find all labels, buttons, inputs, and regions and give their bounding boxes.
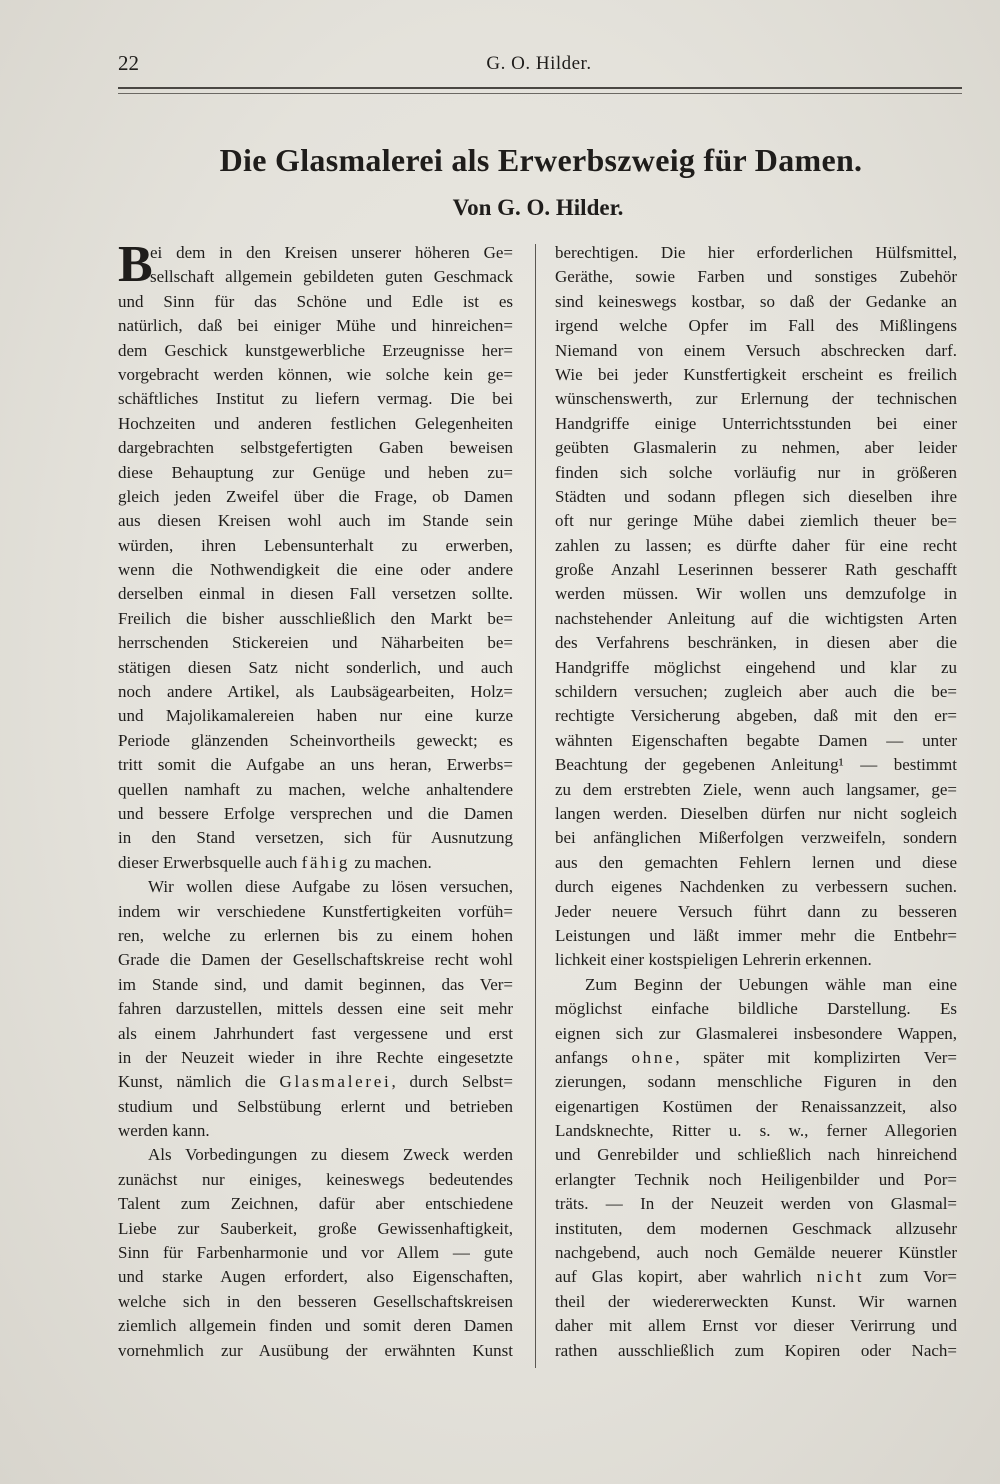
text-line: stätigen diesen Satz nicht sonderlich, und auch bbox=[118, 657, 513, 677]
text-line: wenn die Nothwendigkeit die eine oder andere bbox=[118, 560, 513, 580]
article-byline: Von G. O. Hilder. bbox=[452, 195, 624, 220]
text-line: wähnten Eigenschaften begabte Damen — unter bbox=[555, 730, 957, 750]
text-segment: , später mit komplizirten Ver= bbox=[675, 1047, 957, 1067]
text-line: Sinn für Farbenharmonie und vor Allem — gute bbox=[118, 1243, 513, 1263]
text-line: tritt somit die Aufgabe an uns heran, Erwerbs= bbox=[118, 755, 513, 775]
text-line: eigenartigen Kostümen der Renaissanzzeit, also bbox=[555, 1096, 957, 1116]
text-line bbox=[118, 851, 513, 875]
text-line: sind keineswegs kostbar, so daß der Gedanke an bbox=[555, 291, 957, 311]
text-line: und Genrebilder und schließlich nach hinreichend bbox=[555, 1145, 957, 1165]
text-line: noch andere Artikel, als Laubsägearbeiten, Holz= bbox=[118, 682, 513, 702]
text-line: Geräthe, sowie Farben und sonstiges Zubehör bbox=[555, 267, 957, 287]
column-divider bbox=[535, 244, 536, 1368]
text-line: wünschenswerth, zur Erlernung der technischen bbox=[555, 389, 957, 409]
text-line: indem wir verschiedene Kunstfertigkeiten vorfüh= bbox=[118, 901, 513, 921]
left-column-lines bbox=[118, 236, 513, 1363]
text-line: Liebe zur Sauberkeit, große Gewissenhaftigkeit, bbox=[118, 1218, 513, 1238]
text-line: große Anzahl Leserinnen besserer Rath geschafft bbox=[555, 560, 957, 580]
emphasized-word: fähig bbox=[301, 852, 351, 872]
text-line: zahlen zu lassen; es dürfte daher für eine recht bbox=[555, 535, 957, 555]
text-line: würden, ihren Lebensunterhalt zu erwerben, bbox=[118, 535, 513, 555]
text-line: Wie bei jeder Kunstfertigkeit erscheint es freilich bbox=[555, 364, 957, 384]
emphasized-word: Glasmalerei bbox=[279, 1072, 392, 1092]
text-line: Städten und sodann pflegen sich dieselben ihre bbox=[555, 486, 957, 506]
text-line: Landsknechte, Ritter u. s. w., ferner Allegorien bbox=[555, 1121, 957, 1141]
text-line bbox=[118, 1070, 513, 1094]
text-line: als einem Jahrhundert fast vergessene und erst bbox=[118, 1023, 513, 1043]
text-line: schäftliches Institut zu liefern vermag. Die bei bbox=[118, 389, 513, 409]
right-column bbox=[555, 241, 957, 1363]
text-line: Handgriffe möglichst eingehend und klar zu bbox=[555, 657, 957, 677]
text-line: und Sinn für das Schöne und Edle ist es bbox=[118, 291, 513, 311]
text-line: langen werden. Dieselben dürfen nur nicht sogleich bbox=[555, 803, 957, 823]
text-line: in der Neuzeit wieder in ihre Rechte eingesetzte bbox=[118, 1047, 513, 1067]
text-line: des Verfahrens beschränken, in diesen aber die bbox=[555, 633, 957, 653]
text-segment: zu machen. bbox=[350, 852, 432, 872]
text-line: träts. — In der Neuzeit werden von Glasmal= bbox=[555, 1194, 957, 1214]
page-number: 22 bbox=[118, 51, 139, 75]
text-line: finden sich solche vorläufig nur in größeren bbox=[555, 462, 957, 482]
text-line: Hochzeiten und anderen festlichen Gelegenheiten bbox=[118, 413, 513, 433]
text-line: Als Vorbedingungen zu diesem Zweck werden bbox=[148, 1145, 513, 1165]
text-line: und starke Augen erfordert, also Eigenschaften, bbox=[118, 1267, 513, 1287]
text-line: Niemand von einem Versuch abschrecken darf. bbox=[555, 340, 957, 360]
text-line: quellen namhaft zu machen, welche anhaltendere bbox=[118, 779, 513, 799]
text-segment: , durch Selbst= bbox=[391, 1072, 513, 1092]
text-line: daher mit allem Ernst vor dieser Verirrung und bbox=[555, 1316, 957, 1336]
text-line: gleich jeden Zweifel über die Frage, ob Damen bbox=[118, 486, 513, 506]
text-line: natürlich, daß bei einiger Mühe und hinreichen= bbox=[118, 316, 513, 336]
text-line: vorgebracht werden können, wie solche kein ge= bbox=[118, 364, 513, 384]
text-line: Beachtung der gegebenen Anleitung¹ — bestimmt bbox=[555, 755, 957, 775]
text-segment: Kunst, nämlich die bbox=[118, 1072, 280, 1092]
text-line: dargebrachten selbstgefertigten Gaben beweisen bbox=[118, 438, 513, 458]
text-line: eignen sich zur Glasmalerei insbesondere Wappen, bbox=[555, 1023, 957, 1043]
header-rule bbox=[118, 87, 962, 89]
text-line: diese Behauptung zur Genüge und heben zu= bbox=[118, 462, 513, 482]
text-line: nachgebend, auch noch Gemälde neuerer Künstler bbox=[555, 1243, 957, 1263]
text-line: irgend welche Opfer im Fall des Mißlingens bbox=[555, 316, 957, 336]
text-line: möglichst einfache bildliche Darstellung. Es bbox=[555, 999, 957, 1019]
text-segment: anfangs bbox=[555, 1047, 632, 1067]
text-line: studium und Selbstübung erlernt und betrieben bbox=[118, 1096, 513, 1116]
text-line: herrschenden Stickereien und Näharbeiten be= bbox=[118, 633, 513, 653]
emphasized-word: ohne bbox=[631, 1047, 676, 1067]
text-line: Wir wollen diese Aufgabe zu lösen versuchen, bbox=[148, 877, 513, 897]
drop-cap: B bbox=[118, 236, 153, 293]
text-line: dem Geschick kunstgewerbliche Erzeugnisse her= bbox=[118, 340, 513, 360]
text-line bbox=[555, 1046, 957, 1070]
running-title: G. O. Hilder. bbox=[486, 53, 592, 74]
text-line: nachstehender Anleitung auf die wichtigsten Arten bbox=[555, 608, 957, 628]
emphasized-word: nicht bbox=[816, 1267, 865, 1287]
text-line: fahren darzustellen, mittels dessen eine seit mehr bbox=[118, 999, 513, 1019]
text-line: erlangter Technik noch Heiligenbilder und Por= bbox=[555, 1169, 957, 1189]
article-title: Die Glasmalerei als Erwerbszweig für Damen. bbox=[219, 142, 863, 178]
text-line: zierungen, sodann menschliche Figuren in den bbox=[555, 1072, 957, 1092]
text-line: schildern versuchen; zugleich aber auch die be= bbox=[555, 682, 957, 702]
text-line: rechtigte Versicherung abgeben, daß mit den er= bbox=[555, 706, 957, 726]
text-line: berechtigen. Die hier erforderlichen Hülfsmittel, bbox=[555, 243, 957, 262]
text-line: Grade die Damen der Gesellschaftskreise recht wohl bbox=[118, 950, 513, 970]
text-line: zunächst nur einiges, keineswegs bedeutendes bbox=[118, 1169, 513, 1189]
text-line: vornehmlich zur Ausübung der erwähnten Kunst bbox=[118, 1340, 513, 1360]
text-line: ren, welche zu erlernen bis zu einem hohen bbox=[118, 925, 513, 945]
text-line: zu dem erstrebten Ziele, wenn auch langsamer, ge= bbox=[555, 779, 957, 799]
text-segment: auf Glas kopirt, aber wahrlich bbox=[555, 1267, 817, 1287]
text-line: sellschaft allgemein gebildeten guten Geschmack bbox=[150, 267, 513, 287]
right-column-lines bbox=[555, 241, 957, 1363]
text-line: ei dem in den Kreisen unserer höheren Ge= bbox=[150, 243, 513, 262]
text-line: Freilich die bisher ausschließlich den Markt be= bbox=[118, 608, 513, 628]
text-line: geübten Glasmalerin zu nehmen, aber leider bbox=[555, 438, 957, 458]
text-line: instituten, dem modernen Geschmack allzusehr bbox=[555, 1218, 957, 1238]
text-line: aus diesen Kreisen wohl auch im Stande sein bbox=[118, 511, 513, 531]
text-line: derselben einmal in diesen Fall versetzen sollte. bbox=[118, 584, 513, 604]
text-line: und Majolikamalereien haben nur eine kurze bbox=[118, 706, 513, 726]
text-line: welche sich in den besseren Gesellschaftskreisen bbox=[118, 1291, 513, 1311]
text-line: aus den gemachten Fehlern lernen und diese bbox=[555, 852, 957, 872]
text-line: im Stande sind, und damit beginnen, das Ver= bbox=[118, 974, 513, 994]
text-line: lichkeit einer kostspieligen Lehrerin erkennen. bbox=[555, 950, 872, 970]
text-line bbox=[555, 1265, 957, 1289]
text-line: durch eigenes Nachdenken zu verbessern suchen. bbox=[555, 877, 957, 897]
text-line: ziemlich allgemein finden und somit deren Damen bbox=[118, 1316, 513, 1336]
text-line: bei anfänglichen Mißerfolgen verzweifeln, sondern bbox=[555, 828, 957, 848]
text-line: rathen ausschließlich zum Kopiren oder Nach= bbox=[555, 1340, 957, 1360]
text-line: Talent zum Zeichnen, dafür aber entschiedene bbox=[118, 1194, 513, 1214]
header-rule-thin bbox=[118, 93, 962, 94]
text-line: Zum Beginn der Uebungen wähle man eine bbox=[585, 974, 957, 994]
text-line: werden kann. bbox=[118, 1121, 210, 1141]
text-line: theil der wiedererweckten Kunst. Wir warnen bbox=[555, 1291, 957, 1311]
text-line: Periode glänzenden Scheinvortheils geweckt; es bbox=[118, 730, 513, 750]
text-segment: zum Vor= bbox=[864, 1267, 958, 1287]
text-line: oft nur geringe Mühe dabei ziemlich theuer be= bbox=[555, 511, 957, 531]
text-line: Jeder neuere Versuch führt dann zu besseren bbox=[555, 901, 957, 921]
left-column bbox=[118, 236, 513, 1363]
text-line: Handgriffe einige Unterrichtsstunden bei einer bbox=[555, 413, 957, 433]
text-line: werden müssen. Wir wollen uns demzufolge in bbox=[555, 584, 957, 604]
text-segment: dieser Erwerbsquelle auch bbox=[118, 852, 302, 872]
text-line: Leistungen und läßt immer mehr die Entbehr= bbox=[555, 925, 957, 945]
text-line: in den Stand versetzen, sich für Ausnutzung bbox=[118, 828, 513, 848]
text-line: und bessere Erfolge versprechen und die Damen bbox=[118, 803, 513, 823]
